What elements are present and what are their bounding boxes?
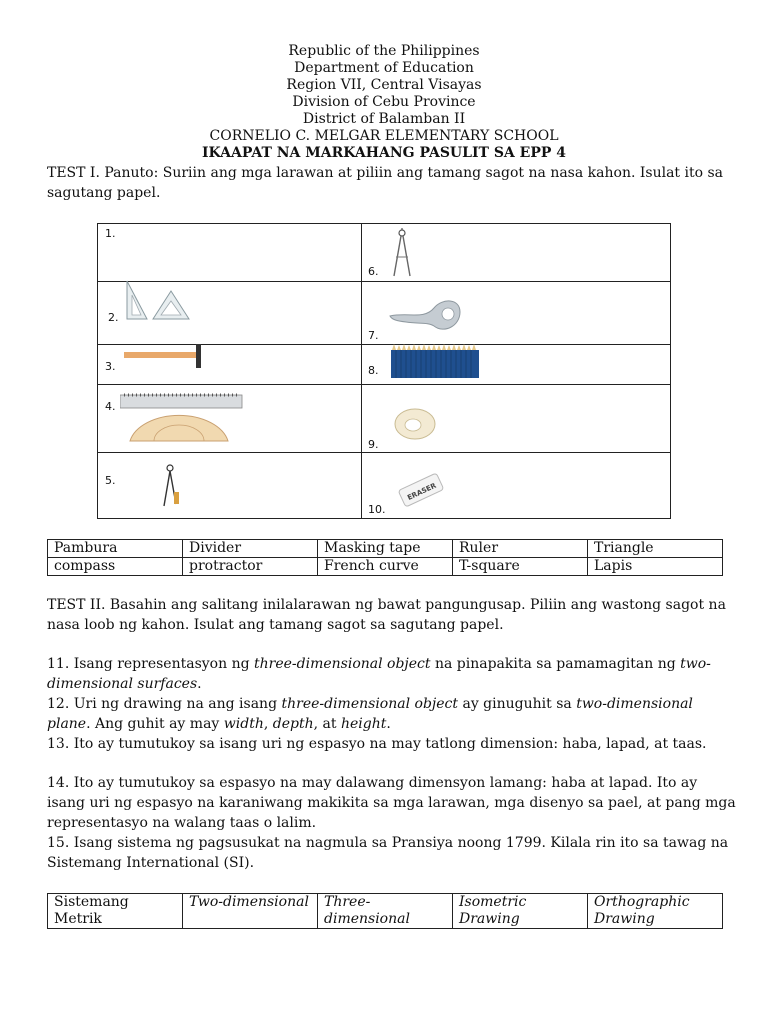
q11-text: . <box>197 676 202 692</box>
ruler-protractor-icon <box>120 393 244 443</box>
option-cell: compass <box>48 558 183 576</box>
option-cell: Sistemang Metrik <box>48 894 183 929</box>
masking-tape-icon <box>393 407 437 441</box>
option-cell: Lapis <box>588 558 723 576</box>
q12-text: , at <box>313 716 341 732</box>
q11-term: three-dimensional object <box>254 656 431 672</box>
q11-text: na pinapakita sa pamamagitan ng <box>430 656 681 672</box>
q12-term: two-dimensional plane <box>47 696 693 732</box>
q12-term: depth <box>272 716 314 732</box>
option-cell: French curve <box>318 558 453 576</box>
question-13: 13. Ito ay tumutukoy sa isang uri ng espasyo na may tatlong dimension: haba, lapad, at taas. <box>47 736 707 752</box>
option-cell: Triangle <box>588 540 723 558</box>
grid-row-line <box>98 452 670 453</box>
test1-instruction: TEST I. Panuto: Suriin ang mga larawan at piliin ang tamang sagot na nasa kahon. Isulat ito sa sagutang papel. <box>47 165 724 201</box>
t-square-icon <box>124 342 208 370</box>
table-row <box>48 894 723 929</box>
option-cell: Divider <box>183 540 318 558</box>
q12-term: height <box>340 716 387 732</box>
option-cell: Pambura <box>48 540 183 558</box>
q12-text: ay ginuguhit sa <box>458 696 577 712</box>
compass-icon <box>160 464 184 509</box>
option-cell: Two-dimensional <box>183 894 318 929</box>
divider-icon <box>390 227 414 279</box>
item-number-10: 10. <box>368 503 386 516</box>
picture-grid <box>97 223 671 519</box>
test2-instruction: TEST II. Basahin ang salitang inilalarawan ng bawat pangungusap. Piliin ang wastong sagot na nasa loob ng kahon. Isulat ang tamang sagot sa sagutang papel. <box>47 597 726 633</box>
q12-text: . Ang guhit ay may <box>86 716 224 732</box>
school-header <box>0 43 768 162</box>
item-number-5: 5. <box>105 474 116 487</box>
french-curve-icon <box>388 298 468 338</box>
header-line-5: District of Balamban II <box>302 111 466 127</box>
q11-text: 11. Isang representasyon ng <box>47 656 254 672</box>
grid-row-line <box>98 384 670 385</box>
item-number-8: 8. <box>368 364 379 377</box>
option-cell: Orthographic Drawing <box>588 894 723 929</box>
item-number-9: 9. <box>368 438 379 451</box>
option-cell: Three-dimensional <box>318 894 453 929</box>
option-cell: T-square <box>453 558 588 576</box>
question-11 <box>47 654 737 694</box>
exam-title: IKAAPAT NA MARKAHANG PASULIT SA EPP 4 <box>201 145 567 161</box>
option-cell: Masking tape <box>318 540 453 558</box>
pencils-icon <box>391 344 481 378</box>
q12-term: width <box>223 716 264 732</box>
table-row <box>48 558 723 576</box>
item-number-4: 4. <box>105 400 116 413</box>
header-line-4: Division of Cebu Province <box>292 94 476 110</box>
table-row <box>48 540 723 558</box>
grid-divider <box>361 224 362 518</box>
test2-options-table <box>47 893 723 929</box>
header-line-3: Region VII, Central Visayas <box>286 77 482 93</box>
eraser-label: ERASER <box>406 481 438 502</box>
option-cell: protractor <box>183 558 318 576</box>
item-number-3: 3. <box>105 360 116 373</box>
question-14: 14. Ito ay tumutukoy sa espasyo na may dalawang dimensyon lamang: haba at lapad. Ito ay isang uri ng espasyo na karaniwang makikita sa mga larawan, mga disenyo sa pael, at pang mga representasyo na walang taas o lalim. <box>47 775 736 831</box>
item-number-6: 6. <box>368 265 379 278</box>
header-line-1: Republic of the Philippines <box>288 43 480 59</box>
option-cell: Isometric Drawing <box>453 894 588 929</box>
q12-term: three-dimensional object <box>281 696 459 712</box>
eraser-icon <box>396 473 446 507</box>
q11-term: two-dimensional surfaces <box>47 656 711 692</box>
option-cell: Ruler <box>453 540 588 558</box>
q12-text: . <box>386 716 391 732</box>
header-line-2: Department of Education <box>294 60 474 76</box>
q12-text: , <box>263 716 273 732</box>
item-number-2: 2. <box>108 311 119 324</box>
triangles-icon <box>123 277 193 322</box>
q12-text: 12. Uri ng drawing na ang isang <box>47 696 282 712</box>
item-number-7: 7. <box>368 329 379 342</box>
test1-options-table <box>47 539 723 576</box>
question-12 <box>47 694 737 734</box>
header-line-6: CORNELIO C. MELGAR ELEMENTARY SCHOOL <box>209 128 559 144</box>
question-15: 15. Isang sistema ng pagsusukat na nagmula sa Pransiya noong 1799. Kilala rin ito sa tawag na Sistemang International (SI). <box>47 835 729 871</box>
item-number-1: 1. <box>105 227 116 240</box>
